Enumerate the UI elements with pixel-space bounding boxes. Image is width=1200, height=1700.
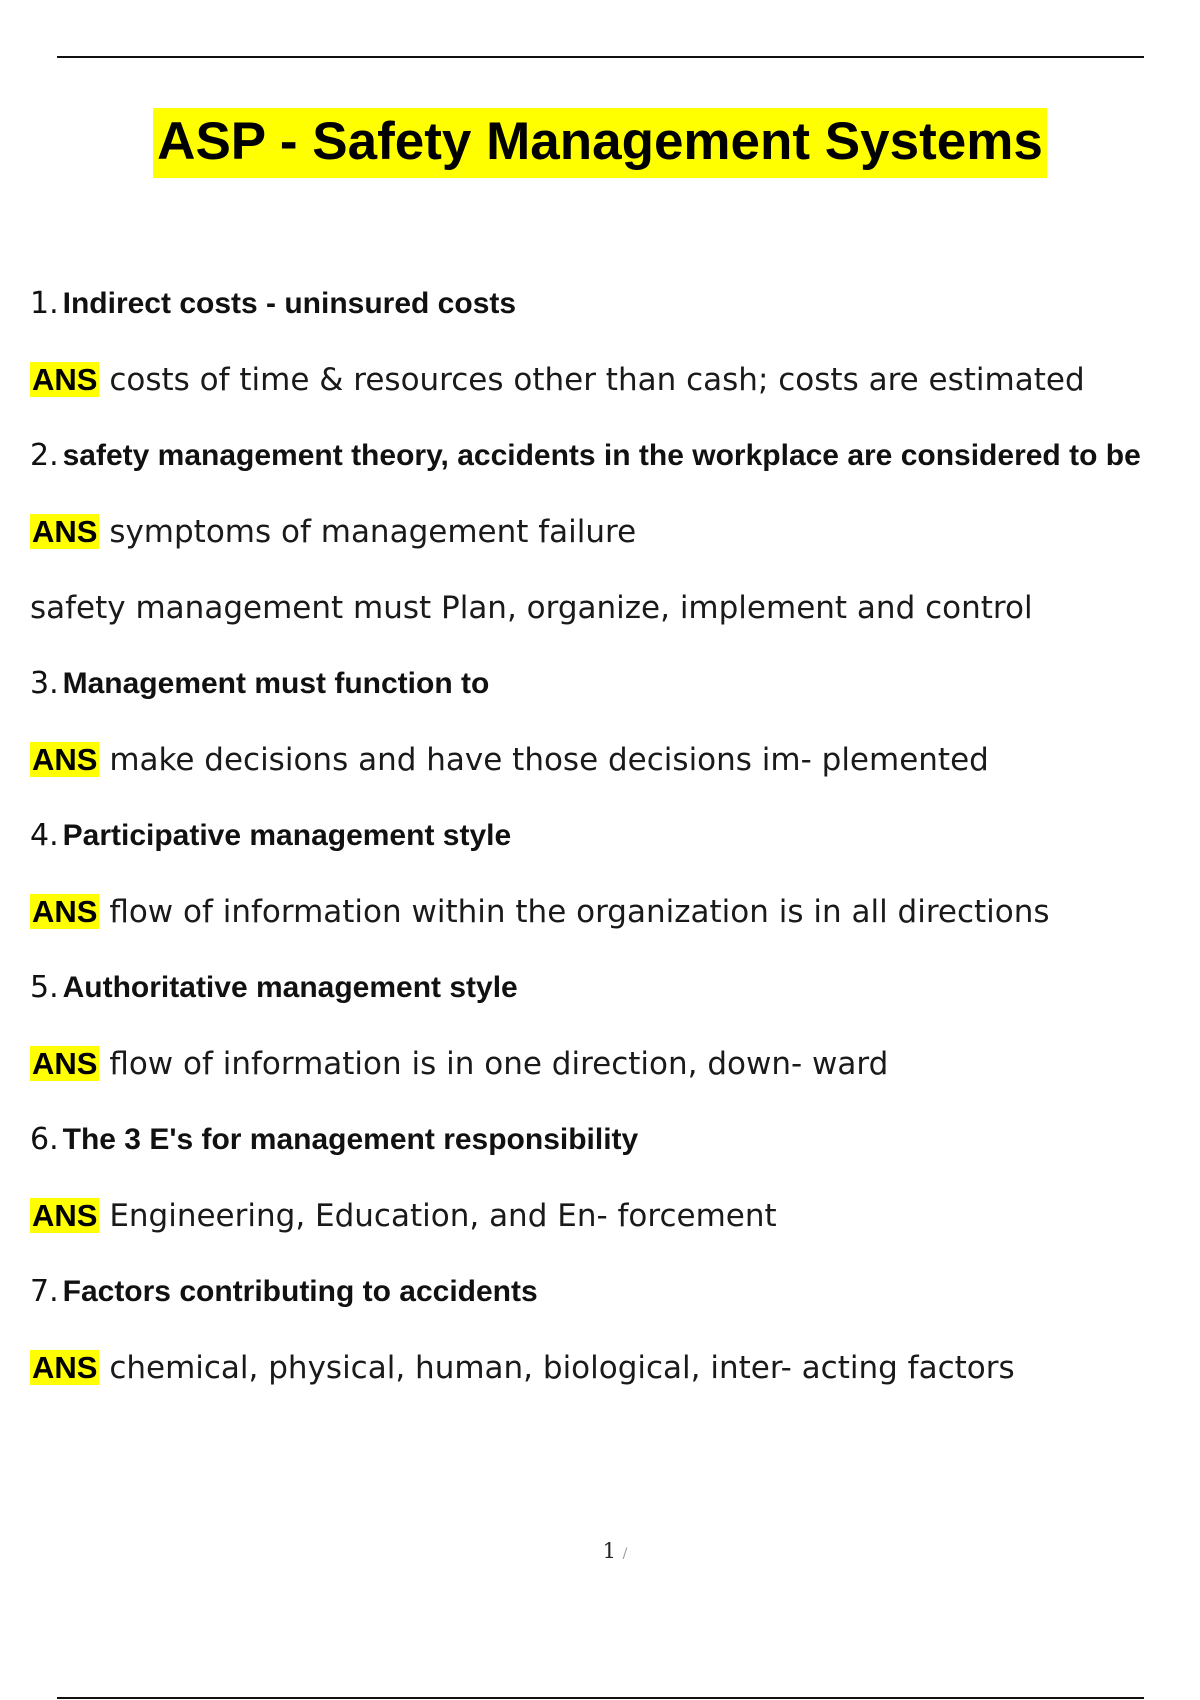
ans-tag: ANS xyxy=(32,1198,98,1233)
question-number: 6. xyxy=(30,1122,59,1157)
answer-5 xyxy=(30,1044,1170,1084)
ans-tag: ANS xyxy=(32,1350,98,1385)
question-text: Indirect costs - uninsured costs xyxy=(62,287,517,320)
page-number xyxy=(0,1539,1200,1563)
question-text-content: safety management theory, accidents in the workplace are considered to be xyxy=(62,439,1141,472)
question-6 xyxy=(30,1120,1170,1160)
question-4 xyxy=(30,816,1170,856)
question-text: Participative management style xyxy=(62,819,512,852)
page-title: ASP - Safety Management Systems xyxy=(153,108,1047,178)
question-2 xyxy=(30,419,1170,493)
question-text xyxy=(30,419,1141,493)
question-number: 2. xyxy=(30,438,59,473)
answer-text: symptoms of management failure xyxy=(109,514,637,550)
question-1 xyxy=(30,284,1170,324)
answer-3 xyxy=(30,740,1170,780)
qa-list xyxy=(30,284,1170,1424)
answer-text: chemical, physical, human, biological, inter- acting factors xyxy=(109,1350,1015,1386)
page-number-value: 1 xyxy=(602,1539,616,1563)
answer-2 xyxy=(30,512,1170,552)
answer-text: flow of information within the organization is in all directions xyxy=(109,894,1050,930)
ans-tag: ANS xyxy=(32,894,98,929)
title-container xyxy=(0,108,1200,178)
top-rule xyxy=(57,56,1144,58)
answer-text: make decisions and have those decisions im- plemented xyxy=(109,742,989,778)
question-text: The 3 E's for management responsibility xyxy=(62,1123,639,1156)
page-number-separator: / xyxy=(622,1546,628,1562)
answer-text: costs of time & resources other than cash; costs are estimated xyxy=(109,362,1085,398)
question-3 xyxy=(30,664,1170,704)
answer-text: flow of information is in one direction, down- ward xyxy=(109,1046,889,1082)
answer-text: Engineering, Education, and En- forcement xyxy=(109,1198,777,1234)
question-5 xyxy=(30,968,1170,1008)
question-text: Management must function to xyxy=(62,667,490,700)
bottom-rule xyxy=(57,1697,1144,1699)
ans-tag: ANS xyxy=(32,742,98,777)
answer-1 xyxy=(30,360,1170,400)
answer-2-note: safety management must Plan, organize, implement and control xyxy=(30,590,1033,626)
question-number: 4. xyxy=(30,818,59,853)
answer-7 xyxy=(30,1348,1170,1388)
ans-tag: ANS xyxy=(32,362,98,397)
ans-tag: ANS xyxy=(32,1046,98,1081)
question-7 xyxy=(30,1272,1170,1312)
answer-4 xyxy=(30,892,1170,932)
answer-6 xyxy=(30,1196,1170,1236)
question-number: 5. xyxy=(30,970,59,1005)
question-text: Authoritative management style xyxy=(62,971,518,1004)
question-number: 7. xyxy=(30,1274,59,1309)
question-text: Factors contributing to accidents xyxy=(62,1275,538,1308)
question-number: 1. xyxy=(30,286,59,321)
question-number: 3. xyxy=(30,666,59,701)
ans-tag: ANS xyxy=(32,514,98,549)
